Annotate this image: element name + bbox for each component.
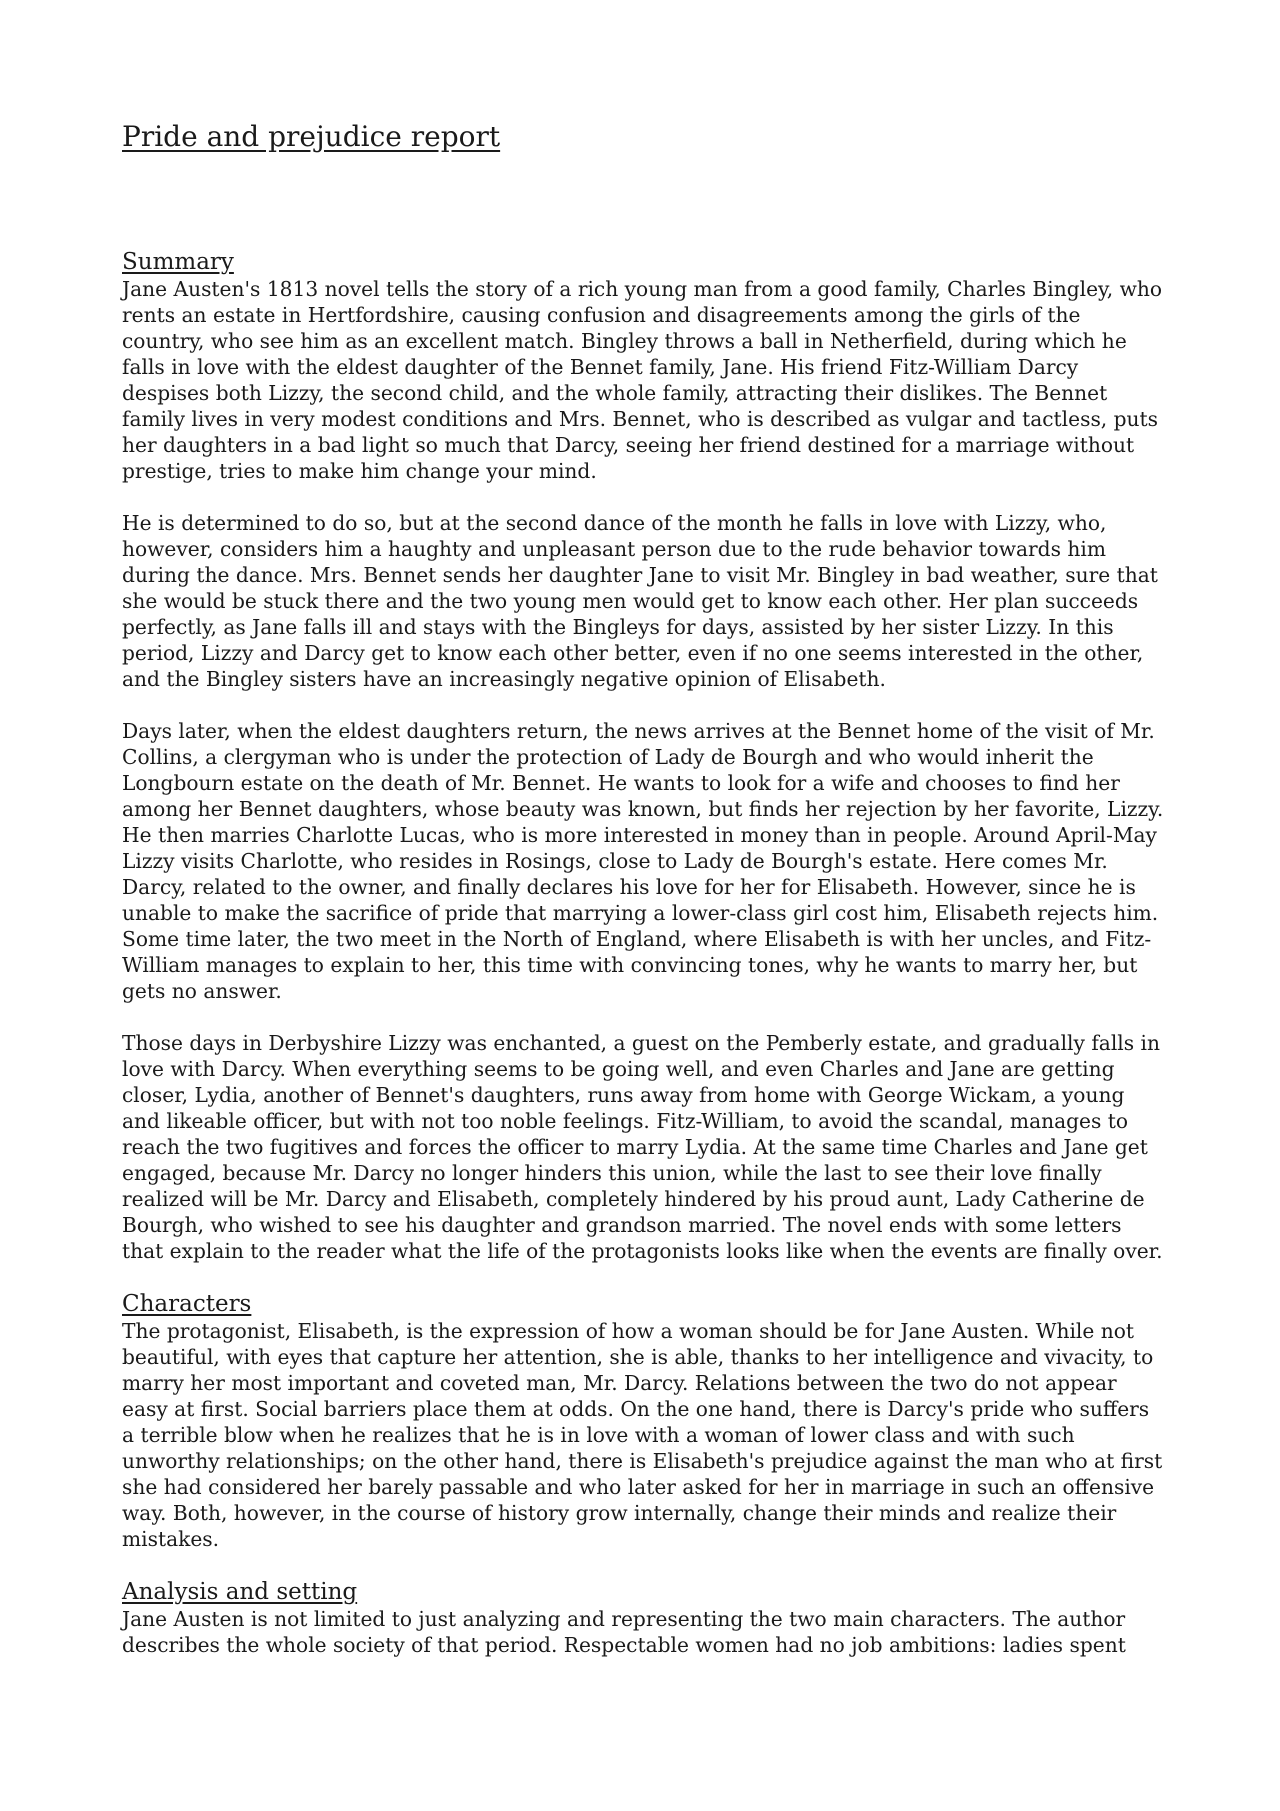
paragraph: Jane Austen's 1813 novel tells the story of a rich young man from a good family, Charles Bingley, who rents an estate in Hertfordshire, causing confusion and disagreements among the girls of the country, who see him as an excellent match. Bingley throws a ball in Netherfield, during which he falls in love with the eldest daughter of the Bennet family, Jane. His friend Fitz-William Darcy despises both Lizzy, the second child, and the whole family, attracting their dislikes. The Bennet family lives in very modest conditions and Mrs. Bennet, who is described as vulgar and tactless, puts her daughters in a bad light so much that Darcy, seeing her friend destined for a marriage without prestige, tries to make him change your mind. [122,277,1163,483]
document-body [122,248,1167,1684]
paragraph: Jane Austen is not limited to just analyzing and representing the two main characters. The author describes the whole society of that period. Respectable women had no job ambitions: ladies spent [122,1607,1126,1657]
section-heading: Characters [122,1291,252,1317]
document-title: Pride and prejudice report [122,120,501,153]
section-analysis-and-setting [122,1578,1167,1658]
paragraph: Those days in Derbyshire Lizzy was enchanted, a guest on the Pemberly estate, and gradually falls in love with Darcy. When everything seems to be going well, and even Charles and Jane are getting closer, Lydia, another of Bennet's daughters, runs away from home with George Wickam, a young and likeable officer, but with not too noble feelings. Fitz-William, to avoid the scandal, manages to reach the two fugitives and forces the officer to marry Lydia. At the same time Charles and Jane get engaged, because Mr. Darcy no longer hinders this union, while the last to see their love finally realized will be Mr. Darcy and Elisabeth, completely hindered by his proud aunt, Lady Catherine de Bourgh, who wished to see his daughter and grandson married. The novel ends with some letters that explain to the reader what the life of the protagonists looks like when the events are finally over. [122,1031,1163,1263]
section-heading: Analysis and setting [122,1579,358,1605]
paragraph: Days later, when the eldest daughters return, the news arrives at the Bennet home of the visit of Mr. Collins, a clergyman who is under the protection of Lady de Bourgh and who would inherit the Longbourn estate on the death of Mr. Bennet. He wants to look for a wife and chooses to find her among her Bennet daughters, whose beauty was known, but finds her rejection by her favorite, Lizzy. He then marries Charlotte Lucas, who is more interested in money than in people. Around April-May Lizzy visits Charlotte, who resides in Rosings, close to Lady de Bourgh's estate. Here comes Mr. Darcy, related to the owner, and finally declares his love for her for Elisabeth. However, since he is unable to make the sacrifice of pride that marrying a lower-class girl cost him, Elisabeth rejects him. Some time later, the two meet in the North of England, where Elisabeth is with her uncles, and Fitz-William manages to explain to her, this time with convincing tones, why he wants to marry her, but gets no answer. [122,719,1164,1003]
paragraph: He is determined to do so, but at the second dance of the month he falls in love with Lizzy, who, however, considers him a haughty and unpleasant person due to the rude behavior towards him during the dance. Mrs. Bennet sends her daughter Jane to visit Mr. Bingley in bad weather, sure that she would be stuck there and the two young men would get to know each other. Her plan succeeds perfectly, as Jane falls ill and stays with the Bingleys for days, assisted by her sister Lizzy. In this period, Lizzy and Darcy get to know each other better, even if no one seems interested in the other, and the Bingley sisters have an increasingly negative opinion of Elisabeth. [122,511,1158,691]
section-heading: Summary [122,249,234,275]
paragraph: The protagonist, Elisabeth, is the expression of how a woman should be for Jane Austen. While not beautiful, with eyes that capture her attention, she is able, thanks to her intelligence and vivacity, to marry her most important and coveted man, Mr. Darcy. Relations between the two do not appear easy at first. Social barriers place them at odds. On the one hand, there is Darcy's pride who suffers a terrible blow when he realizes that he is in love with a woman of lower class and with such unworthy relationships; on the other hand, there is Elisabeth's prejudice against the man who at first she had considered her barely passable and who later asked for her in marriage in such an offensive way. Both, however, in the course of history grow internally, change their minds and realize their mistakes. [122,1319,1163,1551]
section-summary [122,248,1167,1264]
section-characters [122,1290,1167,1552]
